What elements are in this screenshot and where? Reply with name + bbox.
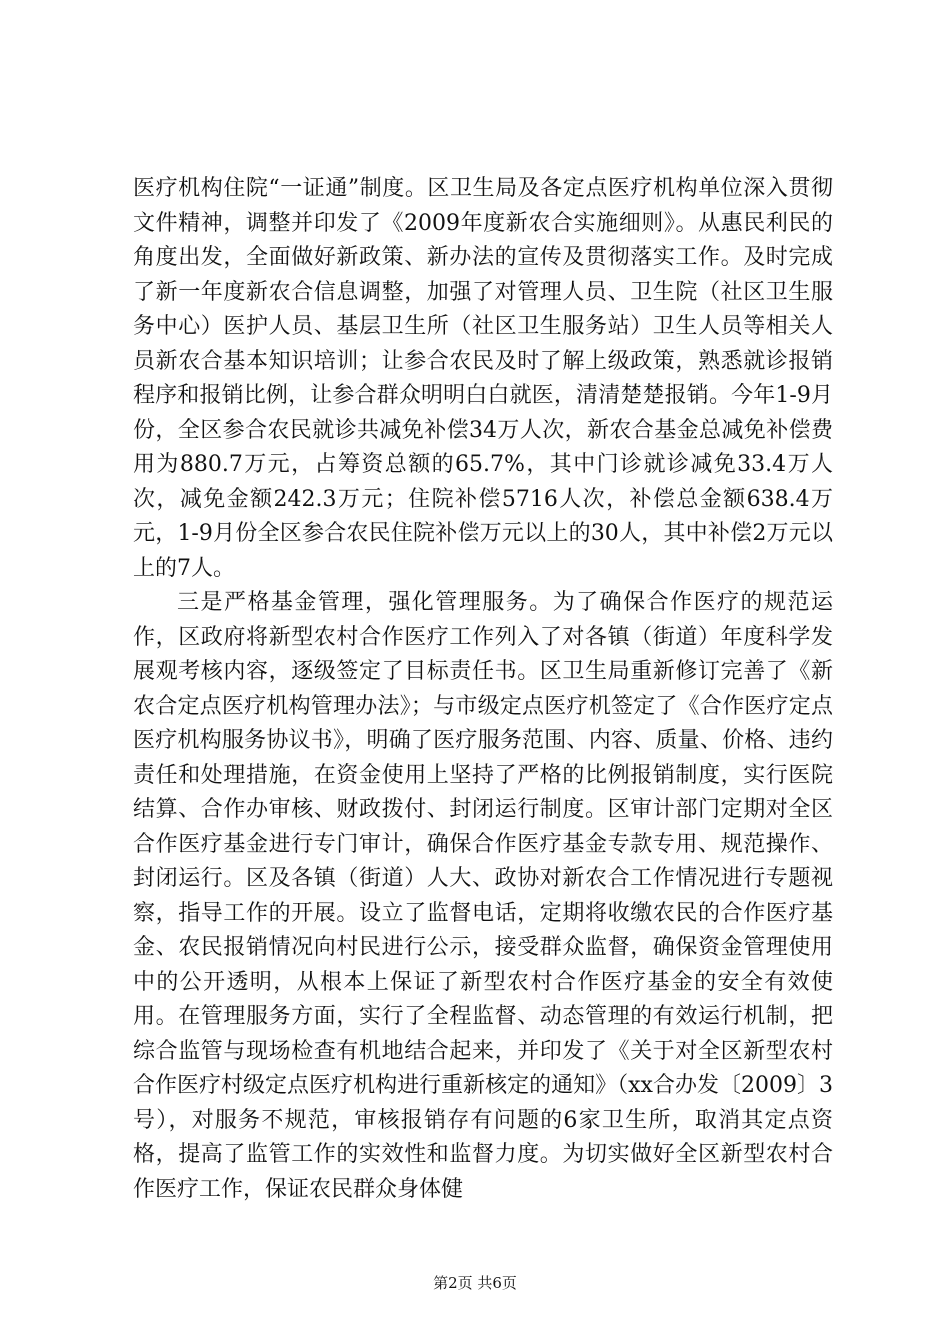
page-footer: 第2页 共6页	[433, 1274, 517, 1292]
document-body	[133, 172, 833, 1207]
paragraph-2: 三是严格基金管理，强化管理服务。为了确保合作医疗的规范运作，区政府将新型农村合作医疗工作列入了对各镇（街道）年度科学发展观考核内容，逐级签定了目标责任书。区卫生局重新修订完善了《新农合定点医疗机构管理办法》；与市级定点医疗机签定了《合作医疗定点医疗机构服务协议书》，明确了医疗服务范围、内容、质量、价格、违约责任和处理措施，在资金使用上坚持了严格的比例报销制度，实行医院结算、合作办审核、财政拨付、封闭运行制度。区审计部门定期对全区合作医疗基金进行专门审计，确保合作医疗基金专款专用、规范操作、封闭运行。区及各镇（街道）人大、政协对新农合工作情况进行专题视察，指导工作的开展。设立了监督电话，定期将收缴农民的合作医疗基金、农民报销情况向村民进行公示，接受群众监督，确保资金管理使用中的公开透明，从根本上保证了新型农村合作医疗基金的安全有效使用。在管理服务方面，实行了全程监督、动态管理的有效运行机制，把综合监管与现场检查有机地结合起来，并印发了《关于对全区新型农村合作医疗村级定点医疗机构进行重新核定的通知》（xx合办发〔2009〕3号），对服务不规范，审核报销存有问题的6家卫生所，取消其定点资格，提高了监管工作的实效性和监督力度。为切实做好全区新型农村合作医疗工作，保证农民群众身体健	[133, 590, 833, 1202]
paragraph-1: 医疗机构住院“一证通”制度。区卫生局及各定点医疗机构单位深入贯彻文件精神，调整并印发了《2009年度新农合实施细则》。从惠民利民的角度出发，全面做好新政策、新办法的宣传及贯彻落实工作。及时完成了新一年度新农合信息调整，加强了对管理人员、卫生院（社区卫生服务中心）医护人员、基层卫生所（社区卫生服务站）卫生人员等相关人员新农合基本知识培训；让参合农民及时了解上级政策，熟悉就诊报销程序和报销比例，让参合群众明明白白就医，清清楚楚报销。今年1-9月份，全区参合农民就诊共减免补偿34万人次，新农合基金总减免补偿费用为880.7万元，占筹资总额的65.7%，其中门诊就诊减免33.4万人次，减免金额242.3万元；住院补偿5716人次，补偿总金额638.4万元，1-9月份全区参合农民住院补偿万元以上的30人，其中补偿2万元以上的7人。	[133, 176, 833, 581]
